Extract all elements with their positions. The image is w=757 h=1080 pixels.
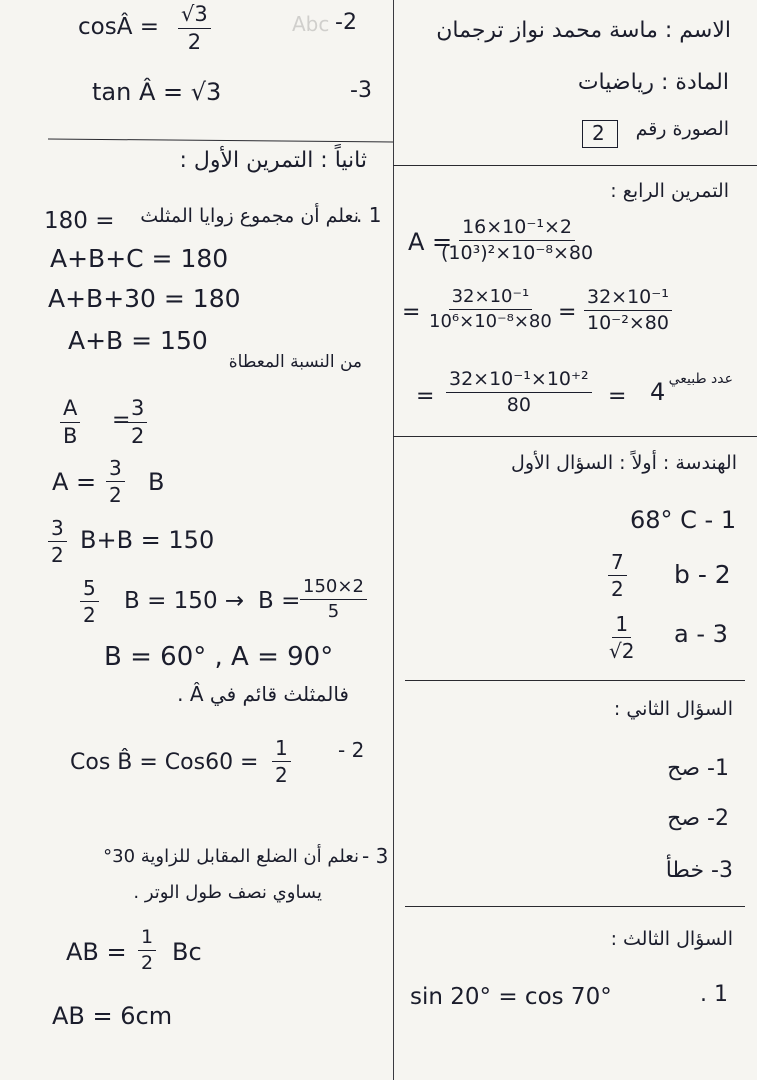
- geo-a2-den: 2: [611, 577, 624, 601]
- image-label: الصورة رقم: [635, 118, 729, 140]
- sum-frac-num: 3: [48, 518, 67, 542]
- tan-a-label: -3: [350, 78, 372, 103]
- ex4-eq-2: =: [558, 300, 577, 325]
- ex4-fraction-4: [446, 370, 592, 415]
- geo-a3-num: 1: [612, 614, 631, 638]
- ex4-eq-4: =: [608, 384, 627, 409]
- ex4-f2-den: 10⁶×10⁻⁸×80: [429, 311, 552, 332]
- geometry-title: الهندسة : أولاً : السؤال الأول: [511, 452, 737, 474]
- ratio-3-over-2: [128, 398, 147, 447]
- sum-rest: B+B = 150: [80, 526, 215, 554]
- cos-scribble: Abc: [292, 12, 330, 36]
- ex4-a-equals: A =: [408, 228, 453, 256]
- tan-a-expr: tan Â = √3: [92, 78, 222, 106]
- q1-label: 1 .: [356, 203, 382, 227]
- q-second-item-2: 2- صح: [667, 806, 729, 831]
- subject: المادة : رياضيات: [577, 70, 729, 95]
- geo-answer-3-fraction: [606, 614, 637, 661]
- q1-ratio-note: من النسبة المعطاة: [228, 352, 362, 372]
- sum-fraction: [48, 518, 67, 565]
- exercise-4-title: التمرين الرابع :: [610, 180, 729, 202]
- five-frac-num: 5: [80, 578, 99, 602]
- ab-frac-num: 1: [138, 928, 156, 951]
- geo-a3-den: √2: [609, 639, 635, 663]
- q3-line-1: نعلم أن الضلع المقابل للزاوية 30°: [103, 846, 359, 867]
- a-b: B: [148, 468, 165, 496]
- cos-a-den: 2: [187, 30, 202, 54]
- ratio-3: 3: [128, 398, 147, 423]
- section-title-exercise-1: ثانياً : التمرين الأول :: [179, 148, 367, 173]
- q1-statement: نعلم أن مجموع زوايا المثلث: [140, 205, 359, 227]
- cos-a-lhs: cosÂ =: [78, 14, 160, 40]
- q-third-item-1: sin 20° = cos 70°: [410, 984, 612, 1010]
- ex4-f2-num: 32×10⁻¹: [449, 288, 533, 310]
- ex4-eq-3: =: [416, 384, 435, 409]
- ex4-fraction-1: [438, 218, 596, 263]
- ab-fraction: [138, 928, 156, 973]
- geo-answer-3-rest: a - 3: [674, 620, 728, 648]
- ex4-f1-num: 16×10⁻¹×2: [459, 218, 575, 241]
- geo-answer-2-rest: b - 2: [674, 560, 731, 589]
- geo-a2-num: 7: [608, 552, 627, 576]
- q2-frac-den: 2: [275, 763, 288, 787]
- right-divider-1: [393, 165, 757, 166]
- right-divider-3: [405, 680, 745, 681]
- q3-label: 3 -: [362, 844, 389, 868]
- five-rest: B = 150 →: [124, 588, 245, 614]
- ex4-f3-num: 32×10⁻¹: [584, 288, 672, 311]
- cos-a-num: √3: [178, 4, 211, 29]
- a-equals: A =: [52, 468, 97, 496]
- cos-a-fraction: [178, 4, 211, 53]
- geo-answer-1: 68° C - 1: [630, 506, 737, 534]
- q-second-item-1: 1- صح: [667, 756, 729, 781]
- q2-fraction: [272, 738, 291, 785]
- q-third-title: السؤال الثالث :: [610, 928, 733, 950]
- geo-answer-2-fraction: [608, 552, 627, 599]
- q1-conclusion: فالمثلث قائم في Â .: [177, 682, 349, 706]
- q1-line-2: A+B+30 = 180: [48, 284, 241, 313]
- ratio-a: A: [60, 398, 80, 423]
- q1-result: B = 60° , A = 90°: [104, 642, 334, 672]
- cos-a-label: -2: [335, 10, 357, 35]
- ab-rest: Bc: [172, 938, 202, 966]
- ex4-fraction-3: [584, 288, 672, 333]
- ex4-fraction-2: [426, 288, 555, 331]
- sum-frac-den: 2: [51, 543, 64, 567]
- column-divider: [393, 0, 394, 1080]
- ex4-f1-den: (10³)²×10⁻⁸×80: [441, 242, 594, 264]
- five-fraction: [80, 578, 99, 625]
- ex4-f4-num: 32×10⁻¹×10⁺²: [446, 370, 592, 393]
- ex4-result: 4: [650, 378, 666, 406]
- student-name: الاسم : ماسة محمد نواز ترجمان: [436, 18, 731, 43]
- q-second-item-3: 3- خطأ: [665, 858, 733, 883]
- q1-line-1: A+B+C = 180: [50, 244, 229, 273]
- ab-equals: AB =: [66, 938, 127, 966]
- b-frac-den: 5: [327, 601, 340, 622]
- ratio-b: B: [63, 424, 78, 448]
- ratio-equals: =: [112, 408, 131, 433]
- a-frac-num: 3: [106, 458, 125, 482]
- a-fraction: [106, 458, 125, 505]
- ratio-2: 2: [131, 424, 145, 448]
- q2-expr: Cos B̂ = Cos60 =: [70, 750, 259, 775]
- ex4-f3-den: 10⁻²×80: [587, 312, 669, 334]
- five-frac-den: 2: [83, 603, 96, 627]
- left-divider-1: [48, 138, 393, 142]
- right-divider-2: [393, 436, 757, 437]
- right-divider-4: [405, 906, 745, 907]
- ratio-a-over-b: [60, 398, 80, 447]
- b-fraction: [300, 578, 367, 621]
- q1-line-3: A+B = 150: [68, 326, 208, 355]
- a-frac-den: 2: [109, 483, 122, 507]
- q-third-item-1-label: 1 .: [700, 982, 728, 1007]
- ex4-result-note: عدد طبيعي: [668, 371, 733, 387]
- image-number: 2: [592, 121, 605, 145]
- q3-line-2: يساوي نصف طول الوتر .: [133, 882, 322, 903]
- ex4-eq-1: =: [402, 300, 421, 325]
- b-equals: B =: [258, 588, 301, 614]
- ex4-f4-den: 80: [506, 394, 531, 416]
- q2-frac-num: 1: [272, 738, 291, 762]
- q2-label: - 2: [338, 738, 365, 762]
- ab-value: AB = 6cm: [52, 1002, 173, 1030]
- ab-frac-den: 2: [141, 952, 154, 974]
- q-second-title: السؤال الثاني :: [613, 698, 733, 720]
- b-frac-num: 150×2: [300, 578, 367, 600]
- q1-equals-180: 180 =: [44, 208, 115, 234]
